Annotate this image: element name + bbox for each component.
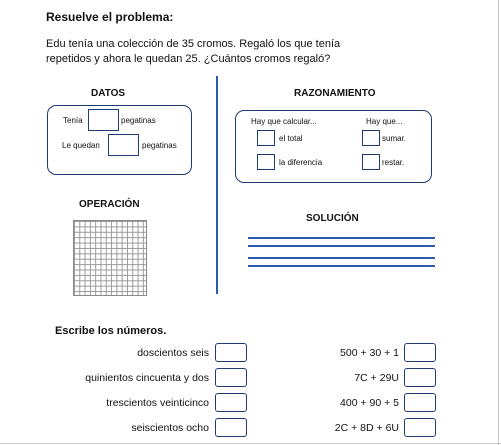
numero-words-1: doscientos seis xyxy=(137,347,209,359)
datos-tenia-input[interactable] xyxy=(88,109,119,131)
numero-answer-left-3[interactable] xyxy=(215,393,247,412)
numero-answer-right-2[interactable] xyxy=(404,368,436,387)
razonamiento-col2-heading: Hay que... xyxy=(366,117,403,126)
numero-answer-right-4[interactable] xyxy=(404,418,436,437)
razonamiento-col1-heading: Hay que calcular... xyxy=(251,117,317,126)
sumar-label: sumar. xyxy=(382,134,407,143)
numero-expr-1: 500 + 30 + 1 xyxy=(340,347,399,359)
numero-expr-3: 400 + 90 + 5 xyxy=(340,397,399,409)
la-diferencia-label: la diferencia xyxy=(279,158,323,167)
page-right-border xyxy=(498,0,499,445)
numero-words-3: trescientos veinticinco xyxy=(106,397,209,409)
numero-answer-right-3[interactable] xyxy=(404,393,436,412)
datos-heading: DATOS xyxy=(91,88,126,99)
numero-words-4: seiscientos ocho xyxy=(131,422,209,434)
worksheet-title: Resuelve el problema: xyxy=(46,10,174,24)
el-total-label: el total xyxy=(279,134,303,143)
numero-answer-right-1[interactable] xyxy=(404,343,436,362)
numero-answer-left-4[interactable] xyxy=(215,418,247,437)
restar-label: restar. xyxy=(382,158,405,167)
el-total-checkbox[interactable] xyxy=(257,130,275,146)
la-diferencia-checkbox[interactable] xyxy=(257,154,275,170)
page-bottom-border xyxy=(0,443,501,444)
restar-checkbox[interactable] xyxy=(362,154,380,170)
numeros-heading: Escribe los números. xyxy=(55,325,167,337)
datos-row1-label: Tenía xyxy=(63,116,83,125)
operacion-heading: OPERACIÓN xyxy=(79,199,140,210)
numero-answer-left-1[interactable] xyxy=(215,343,247,362)
numero-answer-left-2[interactable] xyxy=(215,368,247,387)
solucion-heading: SOLUCIÓN xyxy=(306,213,359,224)
solution-line-1 xyxy=(248,237,435,239)
section-divider xyxy=(216,76,218,294)
problem-line-2: repetidos y ahora le quedan 25. ¿Cuántos cromos regaló? xyxy=(46,53,331,65)
problem-line-1: Edu tenía una colección de 35 cromos. Regaló los que tenía xyxy=(46,38,341,50)
solution-line-4 xyxy=(248,265,435,267)
numero-expr-2: 7C + 29U xyxy=(354,372,399,384)
datos-row2-label: Le quedan xyxy=(62,141,100,150)
numero-words-2: quinientos cincuenta y dos xyxy=(85,372,209,384)
razonamiento-heading: RAZONAMIENTO xyxy=(294,88,376,99)
problem-statement xyxy=(46,37,386,67)
numero-expr-4: 2C + 8D + 6U xyxy=(334,422,399,434)
sumar-checkbox[interactable] xyxy=(362,130,380,146)
datos-quedan-input[interactable] xyxy=(108,134,139,156)
datos-row2-unit: pegatinas xyxy=(142,141,177,150)
datos-row1-unit: pegatinas xyxy=(121,116,156,125)
solution-line-2 xyxy=(248,245,435,247)
operation-grid[interactable] xyxy=(73,220,147,296)
solution-line-3 xyxy=(248,257,435,259)
